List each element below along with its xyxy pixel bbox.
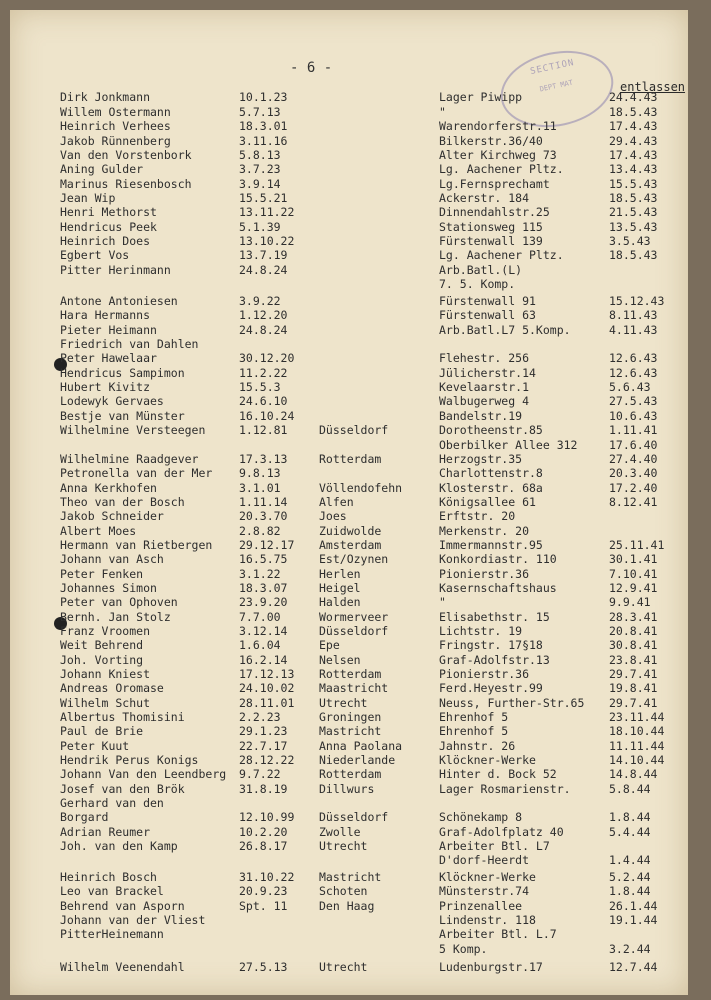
row-name: Hendrik Perus Konigs [60, 753, 199, 767]
row-address: Lg. Aachener Pltz. [439, 162, 564, 176]
row-address: Ferd.Heyestr.99 [439, 681, 543, 695]
stamp-middle-text: DEPT MAT [539, 78, 574, 94]
row-date: 31.10.22 [239, 870, 295, 884]
row-date: 12.10.99 [239, 810, 295, 824]
row-date: 7.7.00 [239, 610, 281, 624]
row-name: Anna Kerkhofen [60, 481, 157, 495]
row-place: Düsseldorf [319, 810, 389, 824]
row-release: 5.8.44 [609, 782, 651, 796]
row-address: Fürstenwall 139 [439, 234, 543, 248]
row-date: 3.12.14 [239, 624, 288, 638]
row-release: 20.3.40 [609, 466, 658, 480]
row-name: Antone Antoniesen [60, 294, 178, 308]
row-place: Utrecht [319, 696, 368, 710]
row-date: 31.8.19 [239, 782, 288, 796]
row-name: Johann van der Vliest [60, 913, 206, 927]
row-address: Pionierstr.36 [439, 567, 530, 581]
row-release: 27.5.43 [609, 394, 658, 408]
row-date: 15.5.3 [239, 380, 281, 394]
row-place: Heigel [319, 581, 361, 595]
row-name: Henri Methorst [60, 205, 157, 219]
row-name: Petronella van der Mer [60, 466, 213, 480]
row-release: 19.1.44 [609, 913, 658, 927]
row-name: Pieter Heimann [60, 323, 157, 337]
row-name: Joh. Vorting [60, 653, 144, 667]
row-address: Herzogstr.35 [439, 452, 523, 466]
row-date: 11.2.22 [239, 366, 288, 380]
row-date: Spt. 11 [239, 899, 288, 913]
row-place: Rotterdam [319, 452, 382, 466]
row-date: 13.11.22 [239, 205, 295, 219]
row-address: Ludenburgstr.17 [439, 960, 543, 974]
row-date: 3.11.16 [239, 134, 288, 148]
row-address: " [439, 105, 446, 119]
row-date: 13.7.19 [239, 248, 288, 262]
row-address: Walbugerweg 4 [439, 394, 530, 408]
row-name: Adrian Reumer [60, 825, 151, 839]
row-name: Josef van den Brök [60, 782, 185, 796]
row-release: 8.12.41 [609, 495, 658, 509]
row-date: 17.12.13 [239, 667, 295, 681]
row-address: Klöckner-Werke [439, 753, 536, 767]
row-address: Klöckner-Werke [439, 870, 536, 884]
row-address: Alter Kirchweg 73 [439, 148, 557, 162]
row-address: Neuss, Further-Str.65 [439, 696, 585, 710]
row-address: Bandelstr.19 [439, 409, 523, 423]
row-date: 15.5.21 [239, 191, 288, 205]
row-address: Pionierstr.36 [439, 667, 530, 681]
row-date: 16.10.24 [239, 409, 295, 423]
row-name: Johann Van den Leendberg [60, 767, 227, 781]
row-place: Schoten [319, 884, 368, 898]
row-name: Wilhelm Veenendahl [60, 960, 185, 974]
row-address: Merkenstr. 20 [439, 524, 530, 538]
row-release: 8.11.43 [609, 308, 658, 322]
row-address: Lichtstr. 19 [439, 624, 523, 638]
row-place: Alfen [319, 495, 354, 509]
row-release: 25.11.41 [609, 538, 665, 552]
row-release: 23.8.41 [609, 653, 658, 667]
row-name: Aning Gulder [60, 162, 144, 176]
row-release: 3.5.43 [609, 234, 651, 248]
row-address: Fringstr. 17§18 [439, 638, 543, 652]
row-address: Kevelaarstr.1 [439, 380, 530, 394]
row-name: Egbert Vos [60, 248, 130, 262]
row-date: 10.1.23 [239, 90, 288, 104]
row-release: 1.8.44 [609, 884, 651, 898]
row-address: Klosterstr. 68a [439, 481, 543, 495]
row-address: Jülicherstr.14 [439, 366, 536, 380]
row-name: Peter Fenken [60, 567, 144, 581]
row-address: Ehrenhof 5 [439, 710, 509, 724]
row-date: 20.3.70 [239, 509, 288, 523]
row-name: Lodewyk Gervaes [60, 394, 164, 408]
row-place: Rotterdam [319, 767, 382, 781]
row-address: Erftstr. 20 [439, 509, 516, 523]
row-date: 20.9.23 [239, 884, 288, 898]
row-name: Marinus Riesenbosch [60, 177, 192, 191]
row-place: Utrecht [319, 960, 368, 974]
row-date: 16.2.14 [239, 653, 288, 667]
row-address: Schönekamp 8 [439, 810, 523, 824]
row-date: 18.3.01 [239, 119, 288, 133]
row-place: Herlen [319, 567, 361, 581]
row-release: 5.6.43 [609, 380, 651, 394]
row-place: Niederlande [319, 753, 396, 767]
row-release: 14.10.44 [609, 753, 665, 767]
row-date: 28.12.22 [239, 753, 295, 767]
row-place: Den Haag [319, 899, 375, 913]
row-release: 17.6.40 [609, 438, 658, 452]
row-name: Wilhelmine Versteegen [60, 423, 206, 437]
row-place: Mastricht [319, 724, 382, 738]
row-date: 24.8.24 [239, 263, 288, 277]
row-name: Theo van der Bosch [60, 495, 185, 509]
row-place: Est/Ozynen [319, 552, 389, 566]
row-release: 21.5.43 [609, 205, 658, 219]
row-date: 13.10.22 [239, 234, 295, 248]
row-release: 20.8.41 [609, 624, 658, 638]
row-date: 5.7.13 [239, 105, 281, 119]
row-name: Heinrich Verhees [60, 119, 171, 133]
row-release: 1.8.44 [609, 810, 651, 824]
row-address: Flehestr. 256 [439, 351, 530, 365]
row-name: Heinrich Does [60, 234, 151, 248]
row-name: Peter Kuut [60, 739, 130, 753]
row-release: 5.4.44 [609, 825, 651, 839]
row-date: 24.8.24 [239, 323, 288, 337]
row-name: Johann Kniest [60, 667, 151, 681]
row-date: 2.8.82 [239, 524, 281, 538]
row-address: Prinzenallee [439, 899, 523, 913]
row-place: Joes [319, 509, 347, 523]
row-address: Jahnstr. 26 [439, 739, 516, 753]
row-date: 5.8.13 [239, 148, 281, 162]
row-release: 30.1.41 [609, 552, 658, 566]
row-release: 1.11.41 [609, 423, 658, 437]
row-address: Warendorferstr.11 [439, 119, 557, 133]
row-place: Düsseldorf [319, 624, 389, 638]
row-date: 30.12.20 [239, 351, 295, 365]
row-date: 9.8.13 [239, 466, 281, 480]
row-name: Albertus Thomisini [60, 710, 185, 724]
row-date: 1.6.04 [239, 638, 281, 652]
row-address: Graf-Adolfstr.13 [439, 653, 550, 667]
row-name: Van den Vorstenbork [60, 148, 192, 162]
row-address: Lg. Aachener Pltz. [439, 248, 564, 262]
row-place: Anna Paolana [319, 739, 403, 753]
row-name: Heinrich Bosch [60, 870, 157, 884]
row-address: D'dorf-Heerdt [439, 853, 530, 867]
row-name: Hara Hermanns [60, 308, 151, 322]
row-name: Weit Behrend [60, 638, 144, 652]
row-place: Zwolle [319, 825, 361, 839]
row-release: 5.2.44 [609, 870, 651, 884]
page-number: - 6 - [290, 60, 333, 76]
row-address: Stationsweg 115 [439, 220, 543, 234]
row-release: 12.7.44 [609, 960, 658, 974]
row-release: 11.11.44 [609, 739, 665, 753]
row-address: Immermannstr.95 [439, 538, 543, 552]
row-date: 26.8.17 [239, 839, 288, 853]
row-address: Charlottenstr.8 [439, 466, 543, 480]
row-date: 23.9.20 [239, 595, 288, 609]
row-address: Lager Piwipp [439, 90, 523, 104]
row-date: 27.5.13 [239, 960, 288, 974]
row-address: 7. 5. Komp. [439, 277, 516, 291]
row-address: Ehrenhof 5 [439, 724, 509, 738]
row-name: Jakob Rünnenberg [60, 134, 171, 148]
row-date: 10.2.20 [239, 825, 288, 839]
row-name: PitterHeinemann [60, 927, 164, 941]
row-address: Königsallee 61 [439, 495, 536, 509]
row-place: Groningen [319, 710, 382, 724]
row-release: 14.8.44 [609, 767, 658, 781]
row-date: 16.5.75 [239, 552, 288, 566]
row-release: 18.10.44 [609, 724, 665, 738]
row-release: 13.4.43 [609, 162, 658, 176]
row-date: 29.1.23 [239, 724, 288, 738]
row-date: 28.11.01 [239, 696, 295, 710]
row-address: Arbeiter Btl. L.7 [439, 927, 557, 941]
row-date: 29.12.17 [239, 538, 295, 552]
row-name: Johannes Simon [60, 581, 157, 595]
row-name: Johann van Asch [60, 552, 164, 566]
row-name: Franz Vroomen [60, 624, 151, 638]
row-place: Nelsen [319, 653, 361, 667]
row-release: 18.5.43 [609, 248, 658, 262]
row-release: 4.11.43 [609, 323, 658, 337]
row-address: Lindenstr. 118 [439, 913, 536, 927]
row-name: Leo van Brackel [60, 884, 164, 898]
row-place: Rotterdam [319, 667, 382, 681]
row-name: Bestje van Münster [60, 409, 185, 423]
row-address: Hinter d. Bock 52 [439, 767, 557, 781]
row-release: 17.4.43 [609, 119, 658, 133]
row-name: Bernh. Jan Stolz [60, 610, 171, 624]
row-release: 18.5.43 [609, 105, 658, 119]
row-name: Jean Wip [60, 191, 116, 205]
row-place: Utrecht [319, 839, 368, 853]
row-date: 9.7.22 [239, 767, 281, 781]
row-release: 12.6.43 [609, 366, 658, 380]
row-name: Pitter Herinmann [60, 263, 171, 277]
row-release: 15.5.43 [609, 177, 658, 191]
row-release: 9.9.41 [609, 595, 651, 609]
row-release: 29.7.41 [609, 667, 658, 681]
row-release: 19.8.41 [609, 681, 658, 695]
row-address: Lg.Fernsprechamt [439, 177, 550, 191]
row-name: Borgard [60, 810, 109, 824]
row-address: Dinnendahlstr.25 [439, 205, 550, 219]
row-place: Maastricht [319, 681, 389, 695]
row-name: Gerhard van den [60, 796, 164, 810]
row-name: Jakob Schneider [60, 509, 164, 523]
row-release: 12.6.43 [609, 351, 658, 365]
row-date: 1.12.20 [239, 308, 288, 322]
row-place: Düsseldorf [319, 423, 389, 437]
row-name: Albert Moes [60, 524, 137, 538]
row-place: Halden [319, 595, 361, 609]
row-release: 27.4.40 [609, 452, 658, 466]
row-address: Oberbilker Allee 312 [439, 438, 578, 452]
row-address: Fürstenwall 63 [439, 308, 536, 322]
row-address: Ackerstr. 184 [439, 191, 530, 205]
row-address: Lager Rosmarienstr. [439, 782, 571, 796]
row-date: 18.3.07 [239, 581, 288, 595]
row-date: 3.9.22 [239, 294, 281, 308]
row-name: Hubert Kivitz [60, 380, 151, 394]
row-date: 3.1.22 [239, 567, 281, 581]
row-address: Arb.Batl.(L) [439, 263, 523, 277]
row-place: Mastricht [319, 870, 382, 884]
row-release: 28.3.41 [609, 610, 658, 624]
row-address: Elisabethstr. 15 [439, 610, 550, 624]
row-release: 18.5.43 [609, 191, 658, 205]
row-name: Behrend van Asporn [60, 899, 185, 913]
row-name: Friedrich van Dahlen [60, 337, 199, 351]
row-address: " [439, 595, 446, 609]
row-address: 5 Komp. [439, 942, 488, 956]
row-name: Andreas Oromase [60, 681, 164, 695]
row-release: 12.9.41 [609, 581, 658, 595]
row-name: Dirk Jonkmann [60, 90, 151, 104]
row-address: Kasernschaftshaus [439, 581, 557, 595]
row-name: Hendricus Peek [60, 220, 157, 234]
row-address: Graf-Adolfplatz 40 [439, 825, 564, 839]
row-address: Dorotheenstr.85 [439, 423, 543, 437]
row-release: 30.8.41 [609, 638, 658, 652]
row-date: 3.9.14 [239, 177, 281, 191]
stamp-top-text: SECTION [529, 57, 576, 78]
row-release: 3.2.44 [609, 942, 651, 956]
row-date: 5.1.39 [239, 220, 281, 234]
row-address: Münsterstr.74 [439, 884, 530, 898]
row-release: 7.10.41 [609, 567, 658, 581]
row-place: Epe [319, 638, 340, 652]
row-release: 26.1.44 [609, 899, 658, 913]
row-name: Joh. van den Kamp [60, 839, 178, 853]
row-date: 17.3.13 [239, 452, 288, 466]
row-date: 2.2.23 [239, 710, 281, 724]
row-date: 22.7.17 [239, 739, 288, 753]
row-release: 10.6.43 [609, 409, 658, 423]
row-date: 1.11.14 [239, 495, 288, 509]
row-name: Wilhelmine Raadgever [60, 452, 199, 466]
row-release: 29.4.43 [609, 134, 658, 148]
row-place: Amsterdam [319, 538, 382, 552]
row-release: 1.4.44 [609, 853, 651, 867]
row-name: Hendricus Sampimon [60, 366, 185, 380]
row-date: 24.10.02 [239, 681, 295, 695]
row-place: Zuidwolde [319, 524, 382, 538]
row-date: 24.6.10 [239, 394, 288, 408]
row-name: Peter van Ophoven [60, 595, 178, 609]
row-release: 17.2.40 [609, 481, 658, 495]
row-place: Wormerveer [319, 610, 389, 624]
release-column-header: entlassen [620, 80, 686, 94]
row-release: 15.12.43 [609, 294, 665, 308]
row-place: Völlendofehn [319, 481, 403, 495]
row-date: 1.12.81 [239, 423, 288, 437]
row-address: Arb.Batl.L7 5.Komp. [439, 323, 571, 337]
row-address: Arbeiter Btl. L7 [439, 839, 550, 853]
row-place: Dillwurs [319, 782, 375, 796]
row-name: Hermann van Rietbergen [60, 538, 213, 552]
row-name: Paul de Brie [60, 724, 144, 738]
row-name: Wilhelm Schut [60, 696, 151, 710]
row-name: Willem Ostermann [60, 105, 171, 119]
row-release: 23.11.44 [609, 710, 665, 724]
row-address: Fürstenwall 91 [439, 294, 536, 308]
row-name: Peter Hawelaar [60, 351, 157, 365]
row-address: Bilkerstr.36/40 [439, 134, 543, 148]
row-release: 24.4.43 [609, 90, 658, 104]
row-date: 3.1.01 [239, 481, 281, 495]
row-release: 29.7.41 [609, 696, 658, 710]
row-release: 17.4.43 [609, 148, 658, 162]
row-address: Konkordiastr. 110 [439, 552, 557, 566]
row-date: 3.7.23 [239, 162, 281, 176]
row-release: 13.5.43 [609, 220, 658, 234]
document-page [10, 10, 688, 995]
